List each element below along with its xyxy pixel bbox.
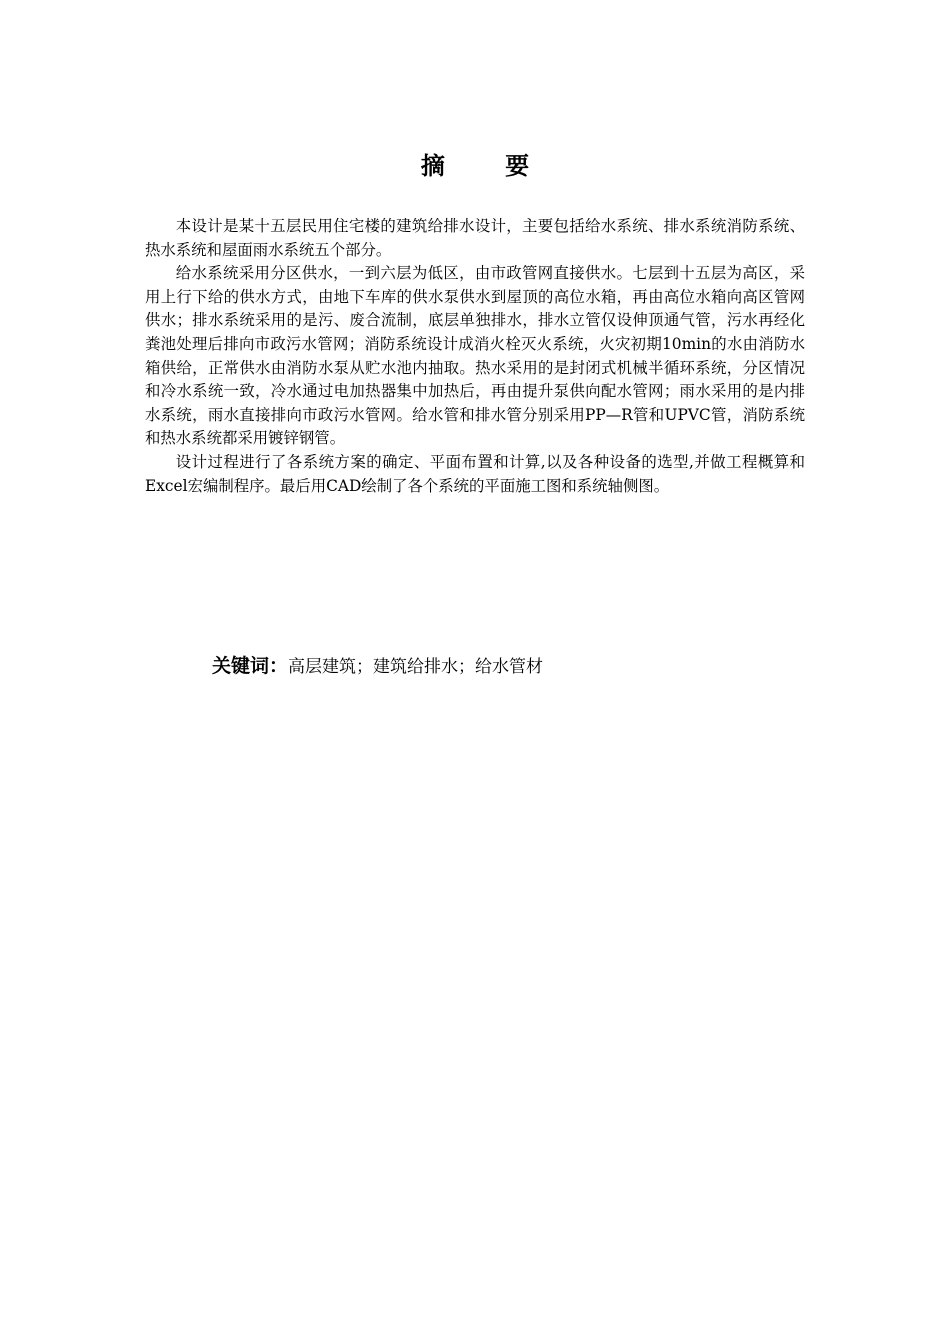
abstract-paragraph-1: 本设计是某十五层民用住宅楼的建筑给排水设计，主要包括给水系统、排水系统消防系统、热水系统和屋面雨水系统五个部分。: [145, 217, 805, 259]
abstract-paragraph-2: 给水系统采用分区供水，一到六层为低区，由市政管网直接供水。七层到十五层为高区，采用上行下给的供水方式，由地下车库的供水泵供水到屋顶的高位水箱，再由高位水箱向高区管网供水；排水系统采用的是污、废合流制，底层单独排水，排水立管仅设伸顶通气管，污水再经化粪池处理后排向市政污水管网；消防系统设计成消火栓灭火系统，火灾初期10min的水由消防水箱供给，正常供水由消防水泵从贮水池内抽取。热水采用的是封闭式机械半循环系统，分区情况和冷水系统一致，冷水通过电加热器集中加热后，再由提升泵供向配水管网；雨水采用的是内排水系统，雨水直接排向市政污水管网。给水管和排水管分别采用PP—R管和UPVC管，消防系统和热水系统都采用镀锌钢管。: [145, 264, 805, 448]
abstract-paragraph-3: 设计过程进行了各系统方案的确定、平面布置和计算,以及各种设备的选型,并做工程概算和Excel宏编制程序。最后用CAD绘制了各个系统的平面施工图和系统轴侧图。: [145, 452, 805, 495]
keywords-label: 关键词：: [212, 655, 289, 677]
abstract-body: [145, 215, 805, 498]
keywords-text: 高层建筑；建筑给排水；给水管材: [288, 657, 544, 677]
abstract-title: 摘 要: [420, 152, 556, 180]
keywords-line: [212, 652, 543, 681]
